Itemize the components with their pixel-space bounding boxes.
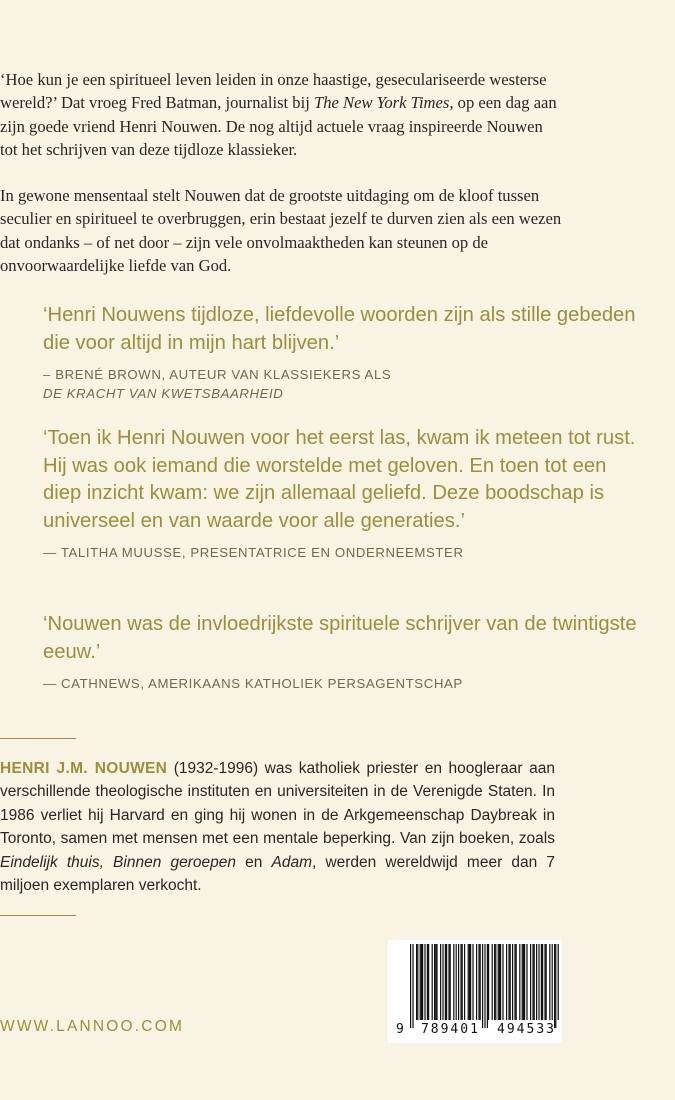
barcode-bar — [442, 944, 443, 1020]
barcode-bar — [484, 944, 485, 1028]
divider-bottom — [0, 915, 76, 916]
barcode-bar — [522, 944, 523, 1020]
barcode-bar — [432, 944, 433, 1020]
author-name: HENRI J.M. NOUWEN — [0, 760, 168, 777]
barcode-bar — [428, 944, 429, 1020]
isbn-left-group: 789401 — [420, 1022, 480, 1037]
barcode-bar — [492, 944, 493, 1020]
barcode-bar — [555, 944, 556, 1028]
barcode-bar — [412, 944, 413, 1028]
barcode-bar — [494, 944, 495, 1020]
barcode-bar — [538, 944, 539, 1020]
intro-text — [0, 68, 562, 300]
intro-paragraph-2: In gewone mensentaal stelt Nouwen dat de grootste uitdaging om de kloof tussen seculier en spiritueel te overbruggen, erin bestaat jezelf te durven zien als een wezen dat ondanks – of net door – zijn vele onvolmaaktheden kan steunen op de onvoorwaardelijke liefde van God. — [0, 186, 562, 276]
intro-p1-end: op een dag aan zijn goede vriend Henri Nouwen. De nog altijd actuele vraag inspireerde Nouwen tot het schrijven van deze tijdloze klassieker. — [0, 93, 557, 159]
quote-attribution: — CATHNEWS, AMERIKAANS KATHOLIEK PERSAGENTSCHAP — [43, 676, 463, 691]
barcode-bar — [472, 944, 473, 1020]
barcode-bar — [519, 944, 520, 1020]
quote-text: ‘Nouwen was de invloedrijkste spirituele schrijver van de twintigste eeuw.’ — [43, 613, 637, 663]
divider-top — [0, 738, 76, 739]
barcode-bar — [458, 944, 459, 1020]
barcode-bar — [514, 944, 515, 1020]
barcode-bar — [470, 944, 471, 1020]
barcode-bar — [558, 944, 559, 1020]
quote-cathnews — [43, 611, 643, 693]
barcode-bar — [420, 944, 421, 1020]
barcode-bar — [421, 944, 422, 1020]
barcode-bar — [456, 944, 457, 1020]
barcode-bar — [480, 944, 481, 1020]
isbn-right-group: 494533 — [497, 1022, 556, 1037]
newspaper-title: The New York Times, — [313, 93, 454, 113]
barcode-bar — [448, 944, 449, 1020]
barcode-bar — [416, 944, 417, 1020]
isbn-first-digit: 9 — [396, 1022, 404, 1037]
barcode-bar — [512, 944, 513, 1020]
barcode-bar — [499, 944, 500, 1020]
barcode-bar — [476, 944, 477, 1020]
barcode-bar — [460, 944, 461, 1020]
barcode-bar — [541, 944, 542, 1020]
quote-talitha-muusse — [43, 425, 643, 562]
barcode-bar — [464, 944, 465, 1020]
barcode-bar — [523, 944, 524, 1020]
barcode-bar — [536, 944, 537, 1020]
barcode-bar — [434, 944, 435, 1020]
barcode-bar — [469, 944, 470, 1020]
barcode-bar — [478, 944, 479, 1020]
barcode-bar — [552, 944, 553, 1020]
barcode-bar — [542, 944, 543, 1020]
barcode-bar — [410, 944, 411, 1028]
barcode-bar — [468, 944, 469, 1020]
barcode-bar — [506, 944, 507, 1020]
barcode-bar — [554, 944, 555, 1028]
barcode-bar — [532, 944, 533, 1020]
author-bio — [0, 757, 555, 897]
quote-attribution — [43, 365, 643, 403]
barcode-bar — [549, 944, 550, 1020]
quote-attribution: — TALITHA MUUSSE, PRESENTATRICE EN ONDERNEEMSTER — [43, 545, 464, 560]
barcode-bar — [446, 944, 447, 1020]
attribution-book-title: DE KRACHT VAN KWETSBAARHEID — [43, 386, 284, 401]
barcode-bar — [427, 944, 428, 1020]
publisher-website[interactable]: WWW.LANNOO.COM — [0, 1018, 185, 1035]
isbn-barcode — [388, 940, 562, 1043]
barcode-bar — [546, 944, 547, 1020]
barcode-bar — [462, 944, 463, 1020]
barcode-bar — [516, 944, 517, 1020]
barcode-bar — [487, 944, 488, 1028]
barcode-bar — [436, 944, 437, 1020]
barcode-bar — [544, 944, 545, 1020]
barcode-bar — [495, 944, 496, 1020]
barcode-bar — [435, 944, 436, 1020]
quote-text: ‘Henri Nouwens tijdloze, liefdevolle woorden zijn als stille gebeden die voor altijd in mijn hart blijven.’ — [43, 304, 636, 354]
quote-text: ‘Toen ik Henri Nouwen voor het eerst las, kwam ik meteen tot rust. Hij was ook iemand die worstelde met geloven. En toen tot een diep inzicht kwam: we zijn allemaal geliefd. Deze boodschap is universeel en van waarde voor alle generaties.’ — [43, 427, 636, 532]
isbn-number — [396, 1022, 556, 1037]
barcode-bar — [530, 944, 531, 1020]
barcode-bar — [482, 944, 483, 1028]
bio-book-title-adam: Adam — [271, 853, 312, 871]
barcode-bar — [488, 944, 489, 1020]
barcode-bar — [510, 944, 511, 1020]
barcode-bar — [453, 944, 454, 1020]
barcode-bar — [524, 944, 525, 1020]
bio-text-part-1: (1932-1996) was katholiek priester en hoogleraar aan verschillende theologische instituten en universiteiten in de Verenigde Staten. In 1986 verliet hij Harvard en ging hij wonen in de Arkgemeenschap Daybreak in Toronto, samen met mensen met een mentale beperking. Van zijn boeken, zoals — [0, 760, 555, 848]
quote-brene-brown — [43, 302, 643, 403]
intro-p1-start: ‘Hoe kun je een spiritueel leven leiden in onze haastige, geseculariseerde westerse wereld?’ Dat vroeg Fred Batman, journalist bij — [0, 70, 547, 113]
bio-text-part-3: , werden wereldwijd meer dan 7 miljoen exemplaren verkocht. — [0, 853, 555, 895]
barcode-bar — [450, 944, 451, 1020]
barcode-bar — [422, 944, 423, 1020]
bio-book-titles: Eindelijk thuis, Binnen geroepen — [0, 853, 236, 871]
barcode-bar — [498, 944, 499, 1020]
intro-paragraph-1 — [0, 68, 562, 161]
barcode-bar — [445, 944, 446, 1020]
barcode-bar — [440, 944, 441, 1020]
barcode-bar — [500, 944, 501, 1020]
barcode-bar — [502, 944, 503, 1020]
barcode-bar — [508, 944, 509, 1020]
attribution-line: – BRENÉ BROWN, AUTEUR VAN KLASSIEKERS ALS — [43, 367, 392, 382]
barcode-bar — [526, 944, 527, 1020]
barcode-bar — [424, 944, 425, 1020]
bio-text-part-2: en — [235, 853, 272, 871]
barcode-bar — [417, 944, 418, 1020]
barcode-bar — [534, 944, 535, 1020]
